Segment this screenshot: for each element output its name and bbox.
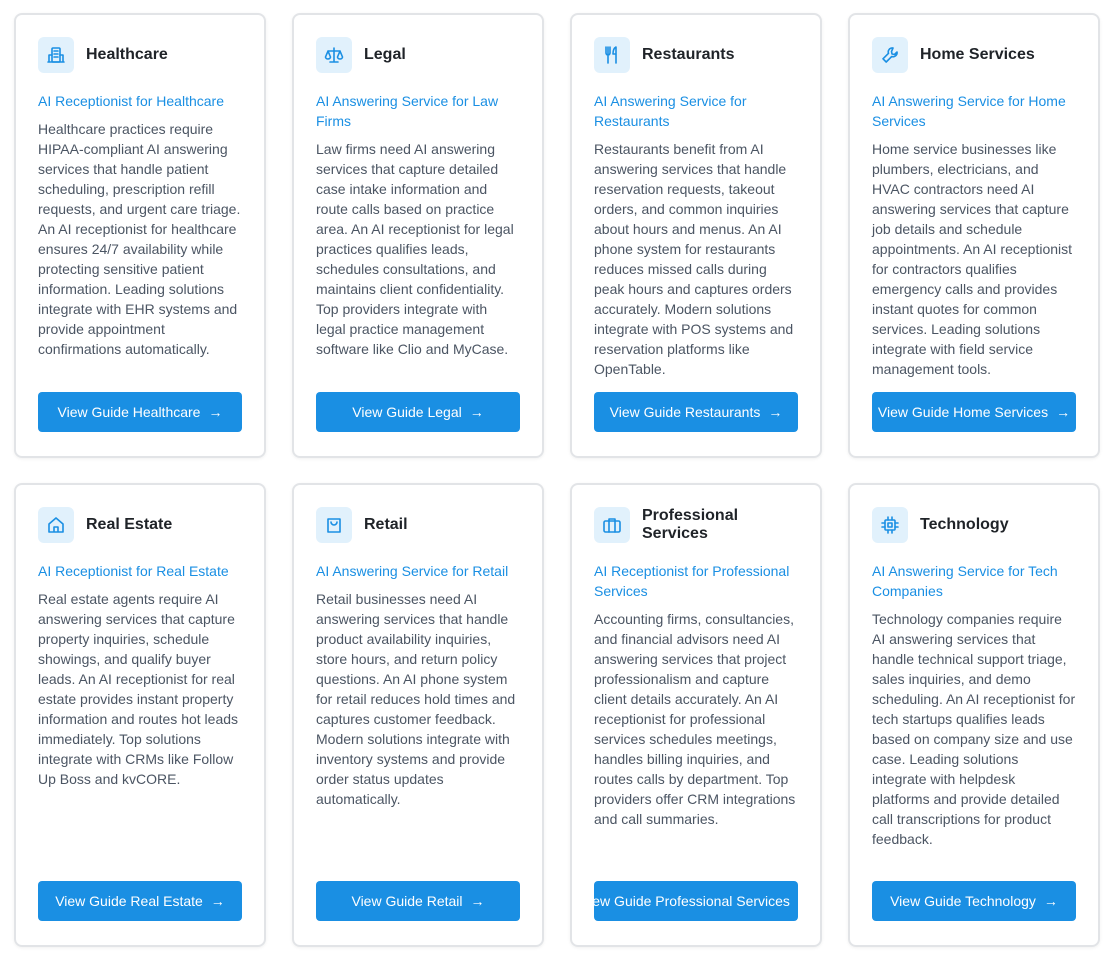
view-guide-label: View Guide Legal — [352, 404, 462, 420]
view-guide-button[interactable] — [316, 392, 520, 432]
card-title: Restaurants — [642, 46, 735, 63]
industry-card — [570, 13, 822, 458]
view-guide-button[interactable] — [872, 392, 1076, 432]
arrow-right-icon: → — [768, 404, 783, 420]
card-title: Home Services — [920, 46, 1035, 63]
view-guide-label: View Guide Restaurants — [609, 404, 761, 420]
card-description: Law firms need AI answering services that capture detailed case intake information and route calls based on practice area. An AI receptionist for legal practices qualifies leads, schedules consultations, and maintains client confidentiality. Top providers integrate with legal practice management software like Clio and MyCase. — [316, 141, 514, 357]
cpu-icon — [872, 507, 908, 543]
arrow-right-icon: → — [1056, 404, 1071, 420]
view-guide-label: View Guide Real Estate — [55, 893, 203, 909]
industry-card — [14, 483, 266, 947]
arrow-right-icon: → — [469, 404, 484, 420]
card-subtitle: AI Answering Service for Retail — [316, 563, 509, 579]
industry-card-grid — [14, 13, 1100, 947]
card-subtitle: AI Receptionist for Healthcare — [38, 93, 224, 109]
view-guide-button[interactable] — [594, 392, 798, 432]
card-description: Retail businesses need AI answering services that handle product availability inquiries, store hours, and return policy questions. An AI phone system for retail reduces hold times and captures customer feedback. Modern solutions integrate with inventory systems and provide order status updates automatically. — [316, 591, 516, 807]
card-title: Technology — [920, 516, 1009, 533]
view-guide-button[interactable] — [580, 881, 812, 921]
industry-card — [14, 13, 266, 458]
card-description: Healthcare practices require HIPAA-compliant AI answering services that handle patient scheduling, prescription refill requests, and urgent care triage. An AI receptionist for healthcare ensures 24/7 availability while protecting sensitive patient information. Leading solutions integrate with EHR systems and provide appointment confirmations automatically. — [38, 121, 241, 357]
hospital-icon — [38, 37, 74, 73]
industry-card — [570, 483, 822, 947]
card-header — [316, 37, 520, 73]
industry-card — [848, 483, 1100, 947]
card-subtitle: AI Answering Service for Law Firms — [316, 93, 499, 129]
scale-icon — [316, 37, 352, 73]
card-description: Technology companies require AI answering services that handle technical support triage, sales inquiries, and demo scheduling. An AI receptionist for tech startups qualifies leads based on company size and use case. Leading solutions integrate with helpdesk platforms and provide detailed call transcriptions for product feedback. — [872, 611, 1076, 847]
arrow-right-icon: → — [210, 893, 225, 909]
view-guide-button[interactable] — [316, 881, 520, 921]
card-description: Home service businesses like plumbers, electricians, and HVAC contractors need AI answering services that capture job details and schedule appointments. An AI receptionist for contractors qualifies emergency calls and provides instant quotes for common services. Leading solutions integrate with field service management tools. — [872, 141, 1073, 377]
card-description: Real estate agents require AI answering services that capture property inquiries, schedule showings, and qualify buyer leads. An AI receptionist for real estate provides instant property information and routes hot leads immediately. Top solutions integrate with CRMs like Follow Up Boss and kvCORE. — [38, 591, 239, 787]
view-guide-button[interactable] — [872, 881, 1076, 921]
card-title: Professional Services — [642, 507, 739, 542]
view-guide-label: View Guide Home Services — [877, 404, 1049, 420]
wrench-icon — [872, 37, 908, 73]
arrow-right-icon: → — [208, 404, 223, 420]
view-guide-label: View Guide Professional Services — [580, 893, 790, 909]
card-header — [316, 507, 520, 543]
industry-card — [848, 13, 1100, 458]
card-header — [38, 507, 242, 543]
card-header — [872, 507, 1076, 543]
card-title: Retail — [364, 516, 408, 533]
utensils-icon — [594, 37, 630, 73]
arrow-right-icon: → — [797, 893, 812, 909]
briefcase-icon — [594, 507, 630, 543]
shopping-bag-icon — [316, 507, 352, 543]
card-subtitle: AI Receptionist for Real Estate — [38, 563, 229, 579]
card-title: Real Estate — [86, 516, 173, 533]
card-subtitle: AI Receptionist for Professional Services — [594, 563, 790, 599]
card-description: Restaurants benefit from AI answering services that handle reservation requests, takeout orders, and common inquiries about hours and menus. An AI phone system for restaurants reduces missed calls during peak hours and captures orders accurately. Modern solutions integrate with POS systems and reservation platforms like OpenTable. — [594, 141, 794, 377]
card-title: Healthcare — [86, 46, 168, 63]
home-icon — [38, 507, 74, 543]
industry-card — [292, 13, 544, 458]
view-guide-label: View Guide Healthcare — [57, 404, 201, 420]
card-subtitle: AI Answering Service for Tech Companies — [872, 563, 1058, 599]
card-header — [594, 507, 798, 543]
card-subtitle: AI Answering Service for Home Services — [872, 93, 1066, 129]
industry-card — [292, 483, 544, 947]
view-guide-button[interactable] — [38, 881, 242, 921]
card-header — [594, 37, 798, 73]
card-subtitle: AI Answering Service for Restaurants — [594, 93, 747, 129]
arrow-right-icon: → — [1043, 893, 1058, 909]
view-guide-label: View Guide Technology — [890, 893, 1036, 909]
arrow-right-icon: → — [470, 893, 485, 909]
card-description: Accounting firms, consultancies, and financial advisors need AI answering services that project professionalism and capture client details accurately. An AI receptionist for professional services schedules meetings, handles billing inquiries, and routes calls by department. Top providers offer CRM integrations and call summaries. — [594, 611, 796, 827]
card-header — [38, 37, 242, 73]
view-guide-button[interactable] — [38, 392, 242, 432]
view-guide-label: View Guide Retail — [351, 893, 463, 909]
card-header — [872, 37, 1076, 73]
card-title: Legal — [364, 46, 406, 63]
